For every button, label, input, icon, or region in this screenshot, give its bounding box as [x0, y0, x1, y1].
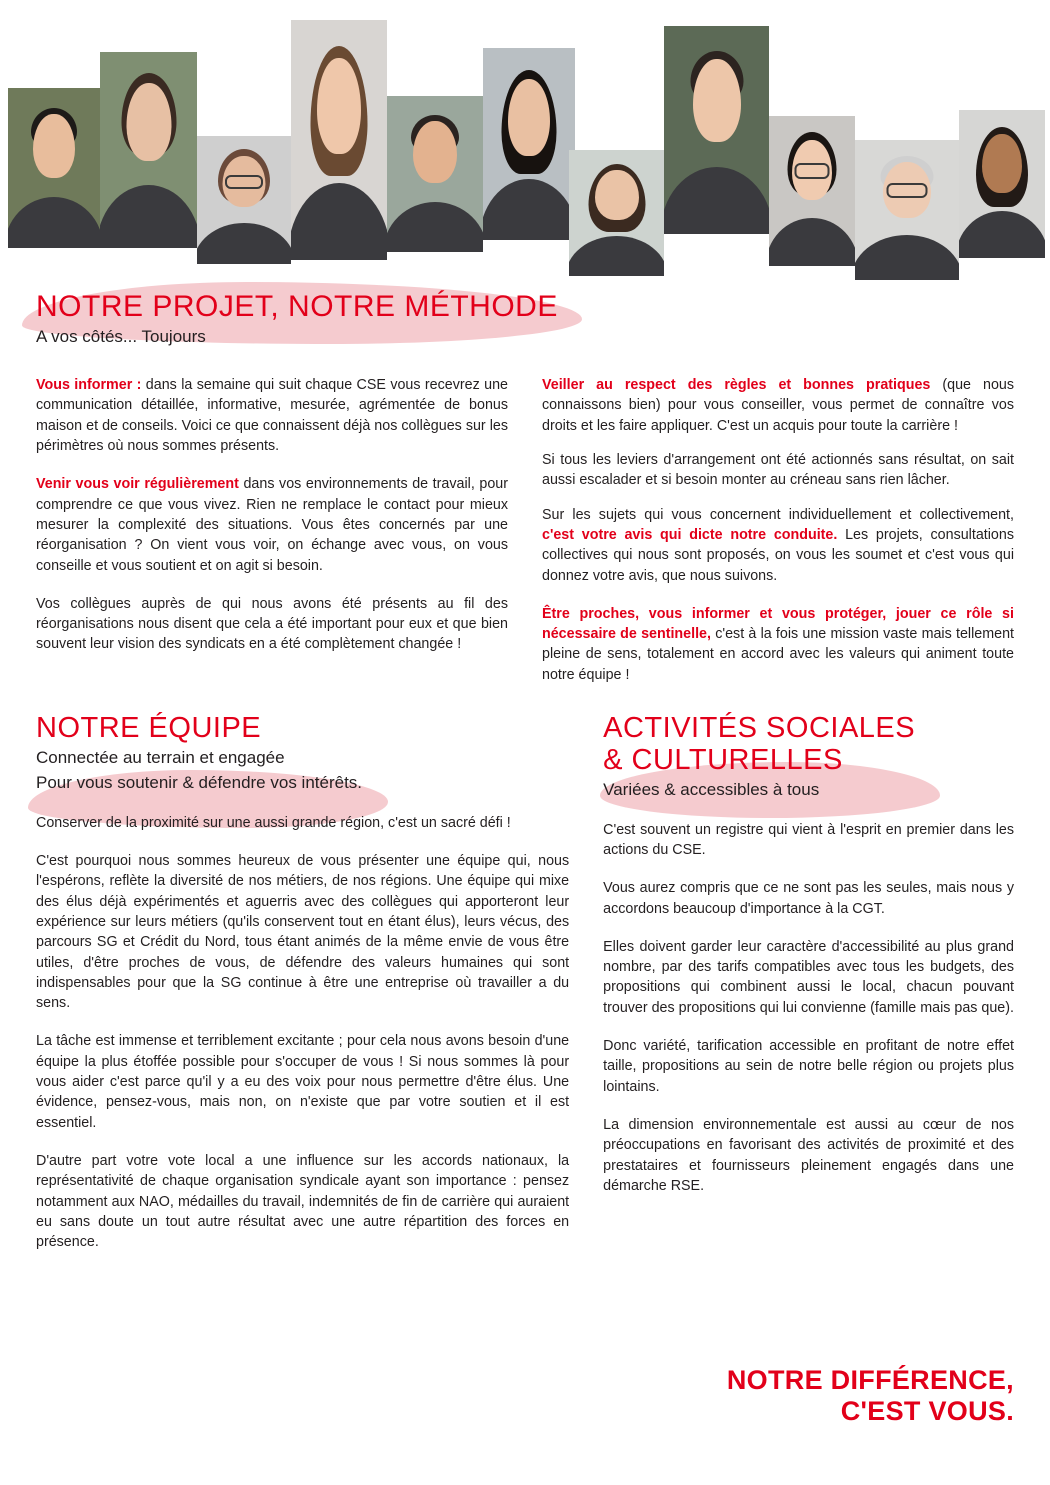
- portrait-3-image: [197, 136, 291, 264]
- portrait-7-image: [569, 150, 664, 276]
- portrait-4: [291, 20, 387, 260]
- portrait-2: [100, 52, 197, 248]
- paragraph-etre-proches: [542, 604, 1014, 685]
- text-veiller-respect: (que nous connaissons bien) pour vous conseiller, vous permet de connaître vos droits et les faire appliquer. C'est un acquis pour toute la carrière !: [542, 377, 1015, 434]
- section2-3-columns: [36, 713, 1014, 1266]
- text-sujets-part1: Sur les sujets qui vous concernent individuellement et collectivement,: [542, 506, 1014, 523]
- paragraph-leviers: Si tous les leviers d'arrangement ont été actionnés sans résultat, on sait aussi escalader et si besoin monter au créneau sans rien lâcher.: [542, 452, 1014, 489]
- lead-etre-proches: Être proches, vous informer et vous protéger, jouer ce rôle si nécessaire de sentinelle,: [542, 605, 1014, 643]
- portrait-2-head: [126, 83, 171, 161]
- section-subtitle-notre-equipe-2: Pour vous soutenir & défendre vos intérêts.: [36, 772, 363, 792]
- portrait-11-head: [982, 134, 1022, 193]
- portrait-10-image: [855, 140, 959, 280]
- portrait-8-image: [664, 26, 769, 234]
- section3-body: [603, 820, 1014, 1196]
- paragraph-activites-5: La dimension environnementale est aussi au cœur de nos préoccupations en favorisant des activités de proximité et des prestataires et fournisseurs pleinement engagés dans une démarche RSE.: [603, 1116, 1014, 1194]
- section2-body: [36, 813, 569, 1253]
- portrait-4-image: [291, 20, 387, 260]
- section-title-activites-1: ACTIVITÉS SOCIALES: [603, 711, 916, 744]
- section-notre-projet: [36, 290, 1014, 349]
- portrait-6: [483, 48, 575, 240]
- portrait-1-head: [33, 114, 75, 178]
- portrait-11-image: [959, 110, 1045, 258]
- paragraph-equipe-2: C'est pourquoi nous sommes heureux de vous présenter une équipe qui, nous l'espérons, reflète la diversité de nos métiers, de nos régions. Une équipe qui mixe des élus déjà expérimentés et aguerris avec des collègues qui apporteront leur expérience sur leurs métiers (qu'ils conservent tout en étant élus), leurs vécus, des parcours SG et Crédit du Nord, tous étant animés de la même envie de vous être utiles, d'être proches de vous, de défendre des valeurs humaines qui sont indispensables pour que la SG continue à être une entreprise où travailler a du sens.: [36, 853, 570, 1012]
- slogan-line-2: C'EST VOUS.: [840, 1395, 1014, 1426]
- portrait-7-head: [595, 170, 639, 220]
- portrait-10-glasses: [887, 183, 928, 198]
- paragraph-vos-collegues: Vos collègues auprès de qui nous avons été présents au fil des réorganisations nous disent que cela a été important pour eux et que bien souvent leur vision des syndicats en a été complètement changée !: [36, 595, 508, 653]
- section1-left-column: [36, 375, 508, 699]
- portrait-9: [769, 116, 855, 266]
- section-title-activites-2: & CULTURELLES: [603, 743, 843, 776]
- slogan-line-1: NOTRE DIFFÉRENCE,: [726, 1364, 1014, 1395]
- section-subtitle-activites: Variées & accessibles à tous: [603, 779, 820, 799]
- portrait-5-image: [387, 96, 483, 252]
- portrait-8-head: [693, 59, 741, 142]
- portrait-1-image: [8, 88, 100, 248]
- paragraph-veiller-respect: [542, 375, 1014, 436]
- section1-columns: [36, 375, 1014, 699]
- portrait-1: [8, 88, 100, 248]
- lead-veiller-respect: Veiller au respect des règles et bonnes pratiques: [542, 377, 931, 394]
- paragraph-equipe-3: La tâche est immense et terriblement excitante ; pour cela nous avons besoin d'une équipe la plus étoffée possible pour s'occuper de vous ! Si nous sommes là pour vous aider c'est parce qu'il y a eu des voix pour nous permettre d'être élus. Une évidence, pensez-vous, mais non, on n'existe que par votre soutien et il est essentiel.: [36, 1033, 570, 1131]
- paragraph-activites-1: C'est souvent un registre qui vient à l'esprit en premier dans les actions du CSE.: [603, 821, 1014, 858]
- portrait-5-head: [413, 121, 457, 183]
- section-notre-equipe: [36, 713, 569, 1266]
- section-subtitle-notre-equipe-1: Connectée au terrain et engagée: [36, 747, 285, 767]
- portrait-4-head: [317, 58, 361, 154]
- portrait-3: [197, 136, 291, 264]
- lead-vous-informer: Vous informer :: [36, 377, 142, 394]
- portrait-9-glasses: [795, 163, 830, 179]
- portrait-7: [569, 150, 664, 276]
- text-sujets-part2: Les projets, consultations collectives qui nous sont proposés, on vous les soumet et c'est vous qui donnez votre avis, que nous suivons.: [542, 526, 1014, 584]
- paragraph-activites-4: Donc variété, tarification accessible en profitant de notre effet taille, propositions au sein de notre belle région ou projets plus lointains.: [603, 1038, 1014, 1095]
- portrait-9-image: [769, 116, 855, 266]
- paragraph-vous-informer: [36, 375, 508, 456]
- slogan: [727, 1365, 1014, 1427]
- paragraph-sujets: [542, 505, 1014, 586]
- portrait-11: [959, 110, 1045, 258]
- portrait-6-image: [483, 48, 575, 240]
- portrait-5: [387, 96, 483, 252]
- paragraph-equipe-4: D'autre part votre vote local a une influence sur les accords nationaux, la représentativité de chaque organisation syndicale ayant son importance : pensez notamment aux NAO, médailles du travail, indemnités de fin de carrière qui auraient eu sans doute un tout autre résultat avec une autre répartition des forces en présence.: [36, 1152, 570, 1251]
- paragraph-equipe-1: Conserver de la proximité sur une aussi grande région, c'est un sacré défi !: [36, 814, 511, 831]
- section1-right-column: [542, 375, 1014, 699]
- page-title: NOTRE PROJET, NOTRE MÉTHODE: [36, 290, 558, 323]
- portrait-6-head: [508, 79, 550, 156]
- portrait-3-glasses: [225, 175, 263, 189]
- team-photo-band: [0, 0, 1050, 290]
- text-vous-informer: dans la semaine qui suit chaque CSE vous recevrez une communication détaillée, informative, mesurée, agrémentée de bonus maison et de conseils. Voici ce que connaissent déjà nos collègues sur les périmètres où nous sommes présents.: [36, 377, 508, 455]
- portrait-8: [664, 26, 769, 234]
- portrait-2-image: [100, 52, 197, 248]
- paragraph-activites-3: Elles doivent garder leur caractère d'accessibilité au plus grand nombre, par des tarifs compatibles avec tous les budgets, des propositions qui combinent aussi le local, chacun pouvant trouver des propositions qui lui convienne (famille mais pas que).: [603, 938, 1014, 1016]
- document-content: [0, 290, 1050, 1266]
- section-title-notre-equipe: NOTRE ÉQUIPE: [36, 711, 262, 744]
- paragraph-venir-vous-voir: [36, 474, 508, 575]
- paragraph-activites-2: Vous aurez compris que ce ne sont pas les seules, mais nous y accordons beaucoup d'importance à la CGT.: [603, 880, 1014, 917]
- portrait-10: [855, 140, 959, 280]
- text-venir-vous-voir: dans vos environnements de travail, pour comprendre ce que vous vivez. Rien ne remplace le contact pour mieux mesurer la complexité des situations. Vous êtes concernés par une réorganisation ? On vient vous voir, on échange avec vous, on vous conseille et vous soutient et on agit si besoin.: [36, 476, 508, 574]
- section-activites-sociales: [603, 713, 1014, 1266]
- text-etre-proches: c'est à la fois une mission vaste mais tellement pleine de sens, totalement en accord avec les valeurs qui animent toute notre équipe !: [542, 626, 1014, 683]
- page-subtitle: A vos côtés... Toujours: [36, 327, 206, 346]
- lead-venir-vous-voir: Venir vous voir régulièrement: [36, 476, 239, 493]
- lead-votre-avis: c'est votre avis qui dicte notre conduite.: [542, 526, 838, 543]
